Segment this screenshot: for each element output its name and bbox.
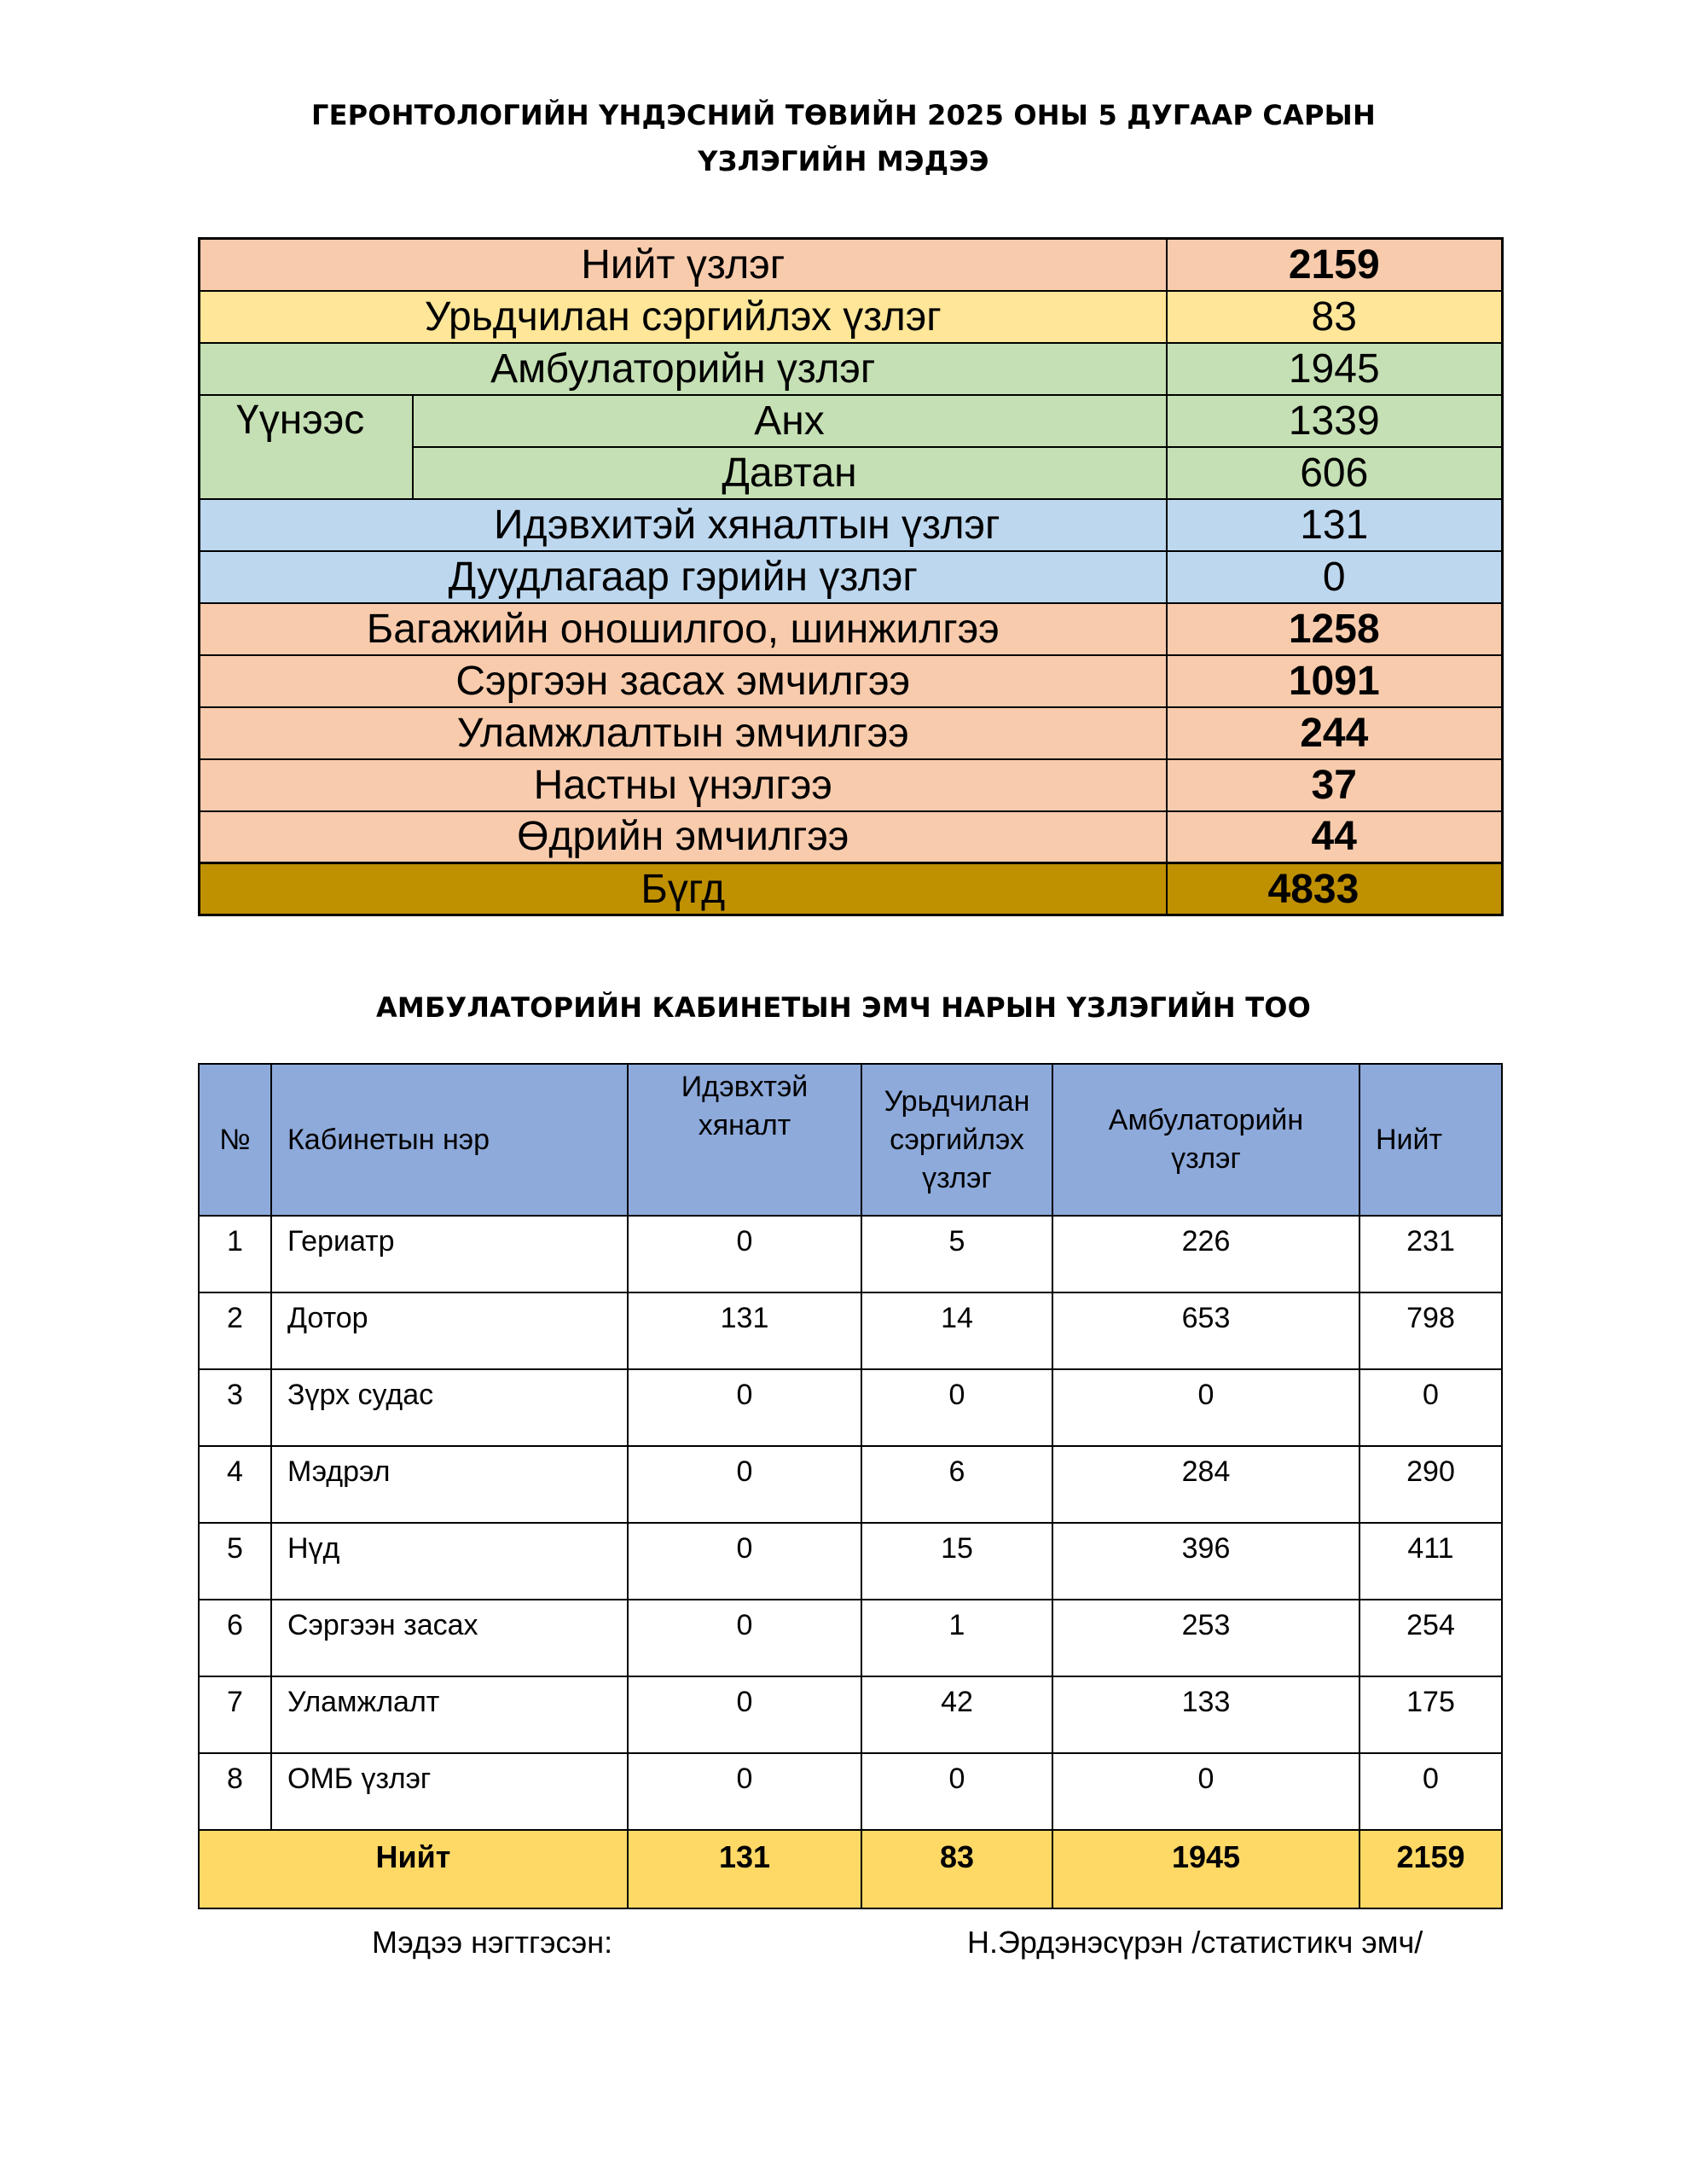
cabinet-row — [199, 1292, 1502, 1369]
cabinet-cell-preventive: 14 — [861, 1292, 1052, 1369]
total-ambulatory: 1945 — [1052, 1830, 1359, 1908]
cabinet-cell-ambulatory: 226 — [1052, 1216, 1359, 1292]
cabinet-cell-total: 0 — [1359, 1753, 1502, 1830]
cabinet-cell-total: 290 — [1359, 1446, 1502, 1523]
summary-row — [200, 603, 1503, 655]
cabinet-row — [199, 1446, 1502, 1523]
summary-row-value: 1339 — [1167, 395, 1503, 447]
summary-row-value: 606 — [1167, 447, 1503, 499]
summary-row — [200, 239, 1503, 291]
summary-row-value: 1091 — [1167, 655, 1503, 707]
summary-row-label: Амбулаторийн үзлэг — [200, 343, 1167, 395]
summary-row-label: Өдрийн эмчилгээ — [200, 811, 1167, 863]
summary-row-value: 0 — [1167, 551, 1503, 603]
summary-row-label: Давтан — [413, 447, 1167, 499]
cabinet-cell-ambulatory: 396 — [1052, 1523, 1359, 1600]
cabinet-cell-preventive: 5 — [861, 1216, 1052, 1292]
cabinet-cell-preventive: 15 — [861, 1523, 1052, 1600]
summary-row — [200, 395, 1503, 447]
summary-row-value: 4833 — [1167, 863, 1503, 915]
cabinet-cell-total: 0 — [1359, 1369, 1502, 1446]
summary-row-value: 1945 — [1167, 343, 1503, 395]
cabinet-cell-active: 0 — [628, 1676, 861, 1753]
cabinet-cell-preventive: 0 — [861, 1369, 1052, 1446]
cabinet-cell-no: 4 — [199, 1446, 271, 1523]
cabinet-cell-name: Гериатр — [271, 1216, 628, 1292]
cabinet-row — [199, 1369, 1502, 1446]
summary-group-label: Үүнээс — [200, 395, 413, 499]
summary-row — [200, 499, 1503, 551]
cabinet-cell-name: Нүд — [271, 1523, 628, 1600]
cabinet-cell-preventive: 6 — [861, 1446, 1052, 1523]
cabinet-cell-name: Дотор — [271, 1292, 628, 1369]
summary-row — [200, 343, 1503, 395]
summary-row-label: Настны үнэлгээ — [200, 759, 1167, 811]
summary-row-label: Уламжлалтын эмчилгээ — [200, 707, 1167, 759]
summary-row — [200, 811, 1503, 863]
cabinet-cell-no: 5 — [199, 1523, 271, 1600]
cabinet-cell-preventive: 1 — [861, 1600, 1052, 1676]
cabinet-table — [198, 1063, 1503, 1909]
cabinet-cell-name: Уламжлалт — [271, 1676, 628, 1753]
cabinet-cell-name: ОМБ үзлэг — [271, 1753, 628, 1830]
cabinet-cell-total: 798 — [1359, 1292, 1502, 1369]
cabinet-cell-active: 0 — [628, 1753, 861, 1830]
cabinet-cell-total: 175 — [1359, 1676, 1502, 1753]
cabinet-cell-no: 3 — [199, 1369, 271, 1446]
summary-row-value: 2159 — [1167, 239, 1503, 291]
summary-row-value: 37 — [1167, 759, 1503, 811]
cabinet-cell-preventive: 42 — [861, 1676, 1052, 1753]
cabinet-cell-active: 0 — [628, 1216, 861, 1292]
total-total: 2159 — [1359, 1830, 1502, 1908]
header-total: Нийт — [1359, 1064, 1502, 1216]
total-active: 131 — [628, 1830, 861, 1908]
signature-name: Н.Эрдэнэсүрэн /статистикч эмч/ — [967, 1925, 1423, 1960]
summary-row-label: Дуудлагаар гэрийн үзлэг — [200, 551, 1167, 603]
header-name: Кабинетын нэр — [271, 1064, 628, 1216]
cabinet-cell-no: 8 — [199, 1753, 271, 1830]
summary-row — [200, 291, 1503, 343]
cabinet-cell-ambulatory: 0 — [1052, 1753, 1359, 1830]
cabinet-cell-ambulatory: 653 — [1052, 1292, 1359, 1369]
signature-label: Мэдээ нэгтгэсэн: — [372, 1925, 613, 1960]
cabinet-total-row — [199, 1830, 1502, 1908]
cabinet-cell-total: 231 — [1359, 1216, 1502, 1292]
cabinet-cell-active: 0 — [628, 1523, 861, 1600]
cabinet-cell-ambulatory: 253 — [1052, 1600, 1359, 1676]
summary-table — [198, 237, 1504, 916]
summary-row-label: Идэвхитэй хяналтын үзлэг — [200, 499, 1167, 551]
summary-row-value: 44 — [1167, 811, 1503, 863]
report-title-line1: ГЕРОНТОЛОГИЙН ҮНДЭСНИЙ ТӨВИЙН 2025 ОНЫ 5 ДУГААР САРЫН — [310, 99, 1376, 131]
summary-row-label: Урьдчилан сэргийлэх үзлэг — [200, 291, 1167, 343]
cabinet-cell-ambulatory: 284 — [1052, 1446, 1359, 1523]
cabinet-cell-active: 0 — [628, 1369, 861, 1446]
cabinet-cell-total: 411 — [1359, 1523, 1502, 1600]
cabinet-row — [199, 1753, 1502, 1830]
summary-row — [200, 759, 1503, 811]
cabinet-cell-active: 0 — [628, 1446, 861, 1523]
summary-row — [200, 707, 1503, 759]
summary-row-value: 244 — [1167, 707, 1503, 759]
cabinet-row — [199, 1676, 1502, 1753]
cabinet-cell-name: Зүрх судас — [271, 1369, 628, 1446]
cabinet-cell-no: 2 — [199, 1292, 271, 1369]
total-label: Нийт — [199, 1830, 628, 1908]
cabinet-cell-ambulatory: 0 — [1052, 1369, 1359, 1446]
cabinet-header-row — [199, 1064, 1502, 1216]
header-active: Идэвхтэй хяналт — [628, 1064, 861, 1216]
header-ambulatory: Амбулаторийн үзлэг — [1052, 1064, 1359, 1216]
header-preventive: Урьдчилан сэргийлэх үзлэг — [861, 1064, 1052, 1216]
summary-row — [200, 863, 1503, 915]
summary-row-label: Бүгд — [200, 863, 1167, 915]
report-title-line2: ҮЗЛЭГИЙН МЭДЭЭ — [698, 145, 989, 177]
cabinet-row — [199, 1523, 1502, 1600]
cabinet-cell-no: 7 — [199, 1676, 271, 1753]
summary-row-label: Сэргээн засах эмчилгээ — [200, 655, 1167, 707]
cabinet-row — [199, 1216, 1502, 1292]
cabinet-cell-ambulatory: 133 — [1052, 1676, 1359, 1753]
cabinet-cell-no: 6 — [199, 1600, 271, 1676]
cabinet-table-title: АМБУЛАТОРИЙН КАБИНЕТЫН ЭМЧ НАРЫН ҮЗЛЭГИЙН ТОО — [375, 991, 1312, 1024]
cabinet-cell-preventive: 0 — [861, 1753, 1052, 1830]
cabinet-cell-no: 1 — [199, 1216, 271, 1292]
cabinet-cell-active: 0 — [628, 1600, 861, 1676]
summary-row — [200, 655, 1503, 707]
cabinet-row — [199, 1600, 1502, 1676]
summary-row-label: Нийт үзлэг — [200, 239, 1167, 291]
total-preventive: 83 — [861, 1830, 1052, 1908]
summary-row-label: Анх — [413, 395, 1167, 447]
cabinet-cell-active: 131 — [628, 1292, 861, 1369]
header-no: № — [199, 1064, 271, 1216]
summary-row-label: Багажийн оношилгоо, шинжилгээ — [200, 603, 1167, 655]
summary-row-value: 83 — [1167, 291, 1503, 343]
cabinet-cell-name: Сэргээн засах — [271, 1600, 628, 1676]
summary-row — [200, 551, 1503, 603]
cabinet-cell-name: Мэдрэл — [271, 1446, 628, 1523]
summary-row-value: 1258 — [1167, 603, 1503, 655]
cabinet-cell-total: 254 — [1359, 1600, 1502, 1676]
summary-row-value: 131 — [1167, 499, 1503, 551]
